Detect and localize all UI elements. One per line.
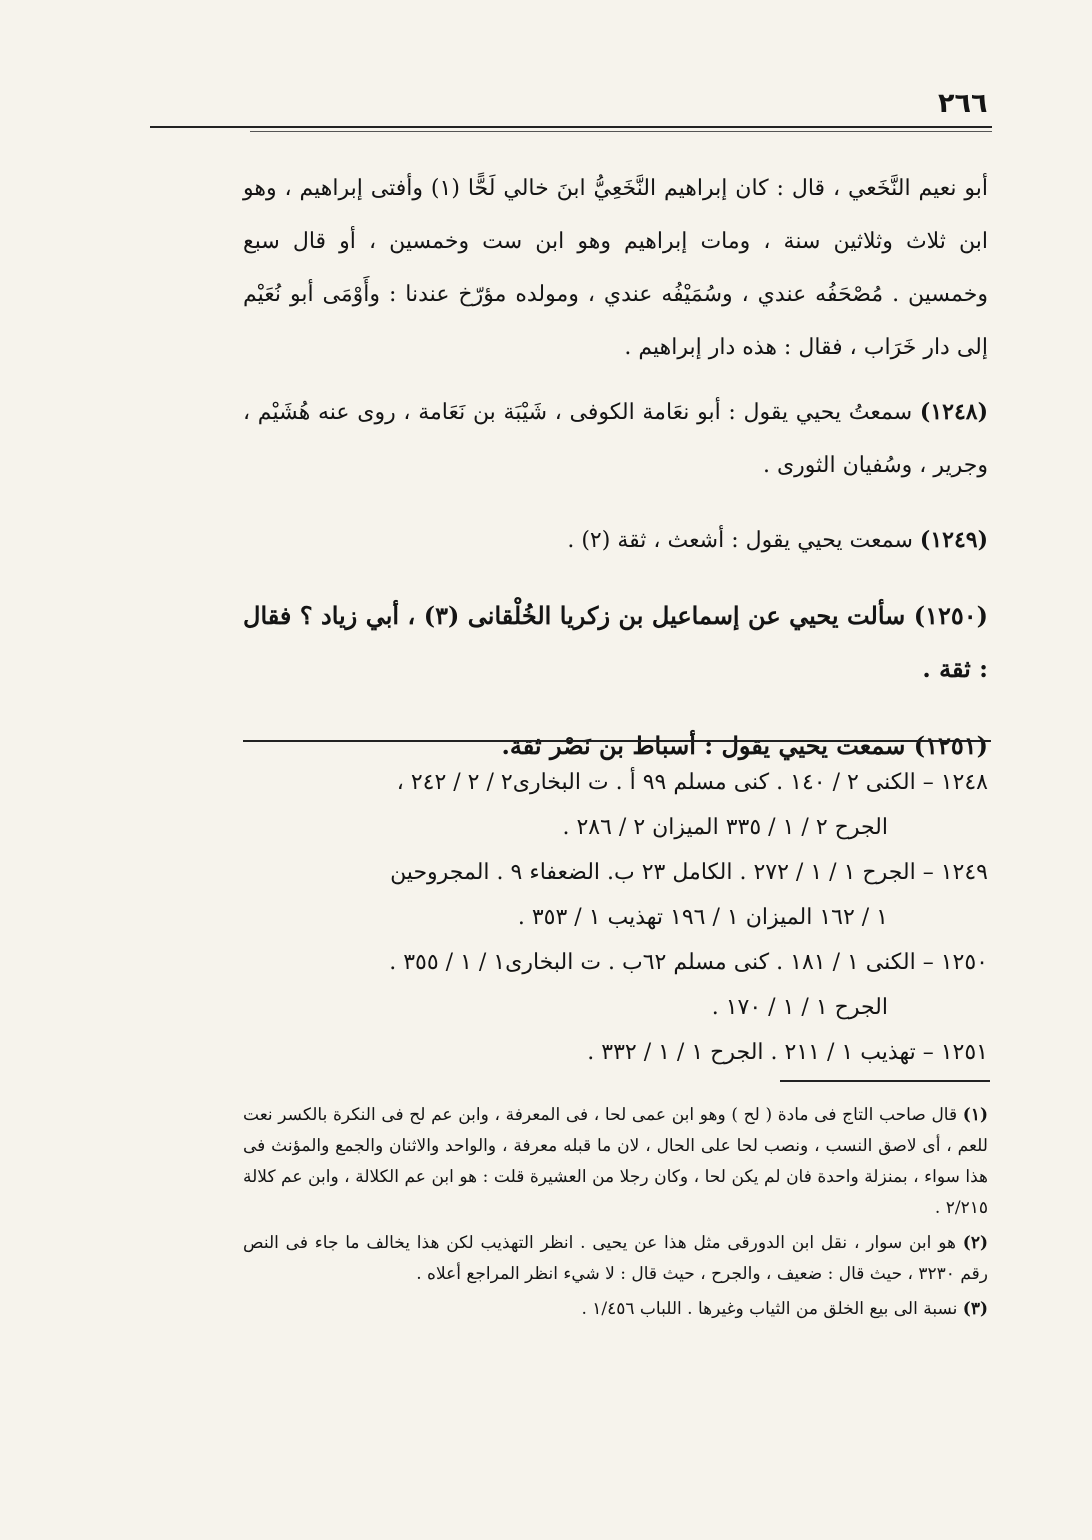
entry-text: سمعت يحيي يقول : أسباط بن نَصْر ثقة. (501, 731, 906, 760)
footnote-2 (243, 1228, 988, 1290)
references-rule (243, 740, 991, 742)
footnote-text: نسبة الى بيع الخلق من الثياب وغيرها . اللباب ١/٤٥٦ . (581, 1299, 958, 1319)
reference-line: ١ / ١٦٢ الميزان ١ / ١٩٦ تهذيب ١ / ٣٥٣ . (517, 905, 888, 930)
entry-text: سمعت يحيي يقول : أشعث ، ثقة (٢) . (567, 528, 913, 553)
reference-1250 (243, 940, 988, 1030)
page-number: ٢٦٦ (938, 88, 988, 119)
footnote-number: (٣) (962, 1299, 988, 1319)
reference-line: ١٢٥١ – تهذيب ١ / ٢١١ . الجرح ١ / ١ / ٣٣٢ . (587, 1040, 988, 1065)
references-block (243, 760, 988, 1075)
entry-number: (١٢٥١) (913, 731, 988, 760)
footnote-3 (243, 1294, 988, 1325)
footnote-text: قال صاحب التاج فى مادة ( لح ) وهو ابن عمى لحا ، فى المعرفة ، وابن عم لح فى النكرة بالكسر نعت للعم ، أى لاصق النسب ، ونصب لحا على الحال ، لان ما قبله معرفة ، والواحد والاثنان والجمع والمؤنث فى هذا سواء ، بمنزلة واحدة فان لم يكن لحا ، وكان رجلا من العشيرة قلت : هو ابن عم الكلالة ، وابن عم كلالة ٢/٢١٥ . (243, 1105, 988, 1218)
footnote-text: هو ابن سوار ، نقل ابن الدورقى مثل هذا عن يحيى . انظر التهذيب لكن هذا يخالف ما جاء فى النص رقم ٣٢٣٠ ، حيث قال : ضعيف ، والجرح ، حيث قال : لا شيء انظر المراجع أعلاه . (243, 1233, 988, 1284)
reference-1248 (243, 760, 988, 850)
reference-1251 (243, 1030, 988, 1075)
entry-number: (١٢٤٨) (919, 399, 988, 425)
reference-1249 (243, 850, 988, 940)
entry-text: سألت يحيي عن إسماعيل بن زكريا الخُلْقانى (٣) ، أبي زياد ؟ فقال : ثقة . (243, 601, 988, 683)
footnote-number: (١) (962, 1105, 989, 1125)
footnote-1 (243, 1100, 988, 1224)
entry-1249 (243, 514, 988, 567)
entry-1250 (243, 589, 988, 695)
reference-line: ١٢٥٠ – الكنى ١ / ١٨١ . كنى مسلم ٦٢ب . ت البخارى١ / ١ / ٣٥٥ . (389, 950, 988, 975)
footnote-number: (٢) (962, 1233, 988, 1253)
footnotes-block (243, 1100, 988, 1329)
entry-1248 (243, 386, 988, 492)
reference-line: ١٢٤٨ – الكنى ٢ / ١٤٠ . كنى مسلم ٩٩ أ . ت البخارى٢ / ٢ / ٢٤٢ ، (396, 770, 988, 795)
main-text (243, 162, 988, 796)
paragraph-continuation: أبو نعيم النَّخَعي ، قال : كان إبراهيم النَّخَعِيُّ ابنَ خالي لَحًّا (١) وأفتى إبراهيم ، وهو ابن ثلاث وثلاثين سنة ، ومات إبراهيم وهو ابن ست وخمسين ، أو قال سبع وخمسين . مُصْحَفُه عندي ، وسُمَيْفُه عندي ، ومولده مؤرّخ عندنا : وأَوْمَى أبو نُعَيْم إلى دار خَرَاب ، فقال : هذه دار إبراهيم . (243, 176, 989, 360)
reference-line: الجرح ١ / ١ / ١٧٠ . (711, 995, 888, 1020)
entry-number: (١٢٥٠) (913, 601, 989, 630)
footnote-rule (780, 1080, 990, 1082)
entry-number: (١٢٤٩) (919, 527, 988, 553)
entry-text: سمعتُ يحيي يقول : أبو نعَامة الكوفى ، شَيْبَة بن نَعَامة ، روى عنه هُشَيْم ، وجرير ، وسُفيان الثورى . (243, 400, 988, 478)
header-rule (150, 126, 992, 128)
reference-line: ١٢٤٩ – الجرح ١ / ١ / ٢٧٢ . الكامل ٢٣ ب. الضعفاء ٩ . المجروحين (390, 860, 988, 885)
reference-line: الجرح ٢ / ١ / ٣٣٥ الميزان ٢ / ٢٨٦ . (562, 815, 888, 840)
header-rule-secondary (250, 131, 992, 132)
